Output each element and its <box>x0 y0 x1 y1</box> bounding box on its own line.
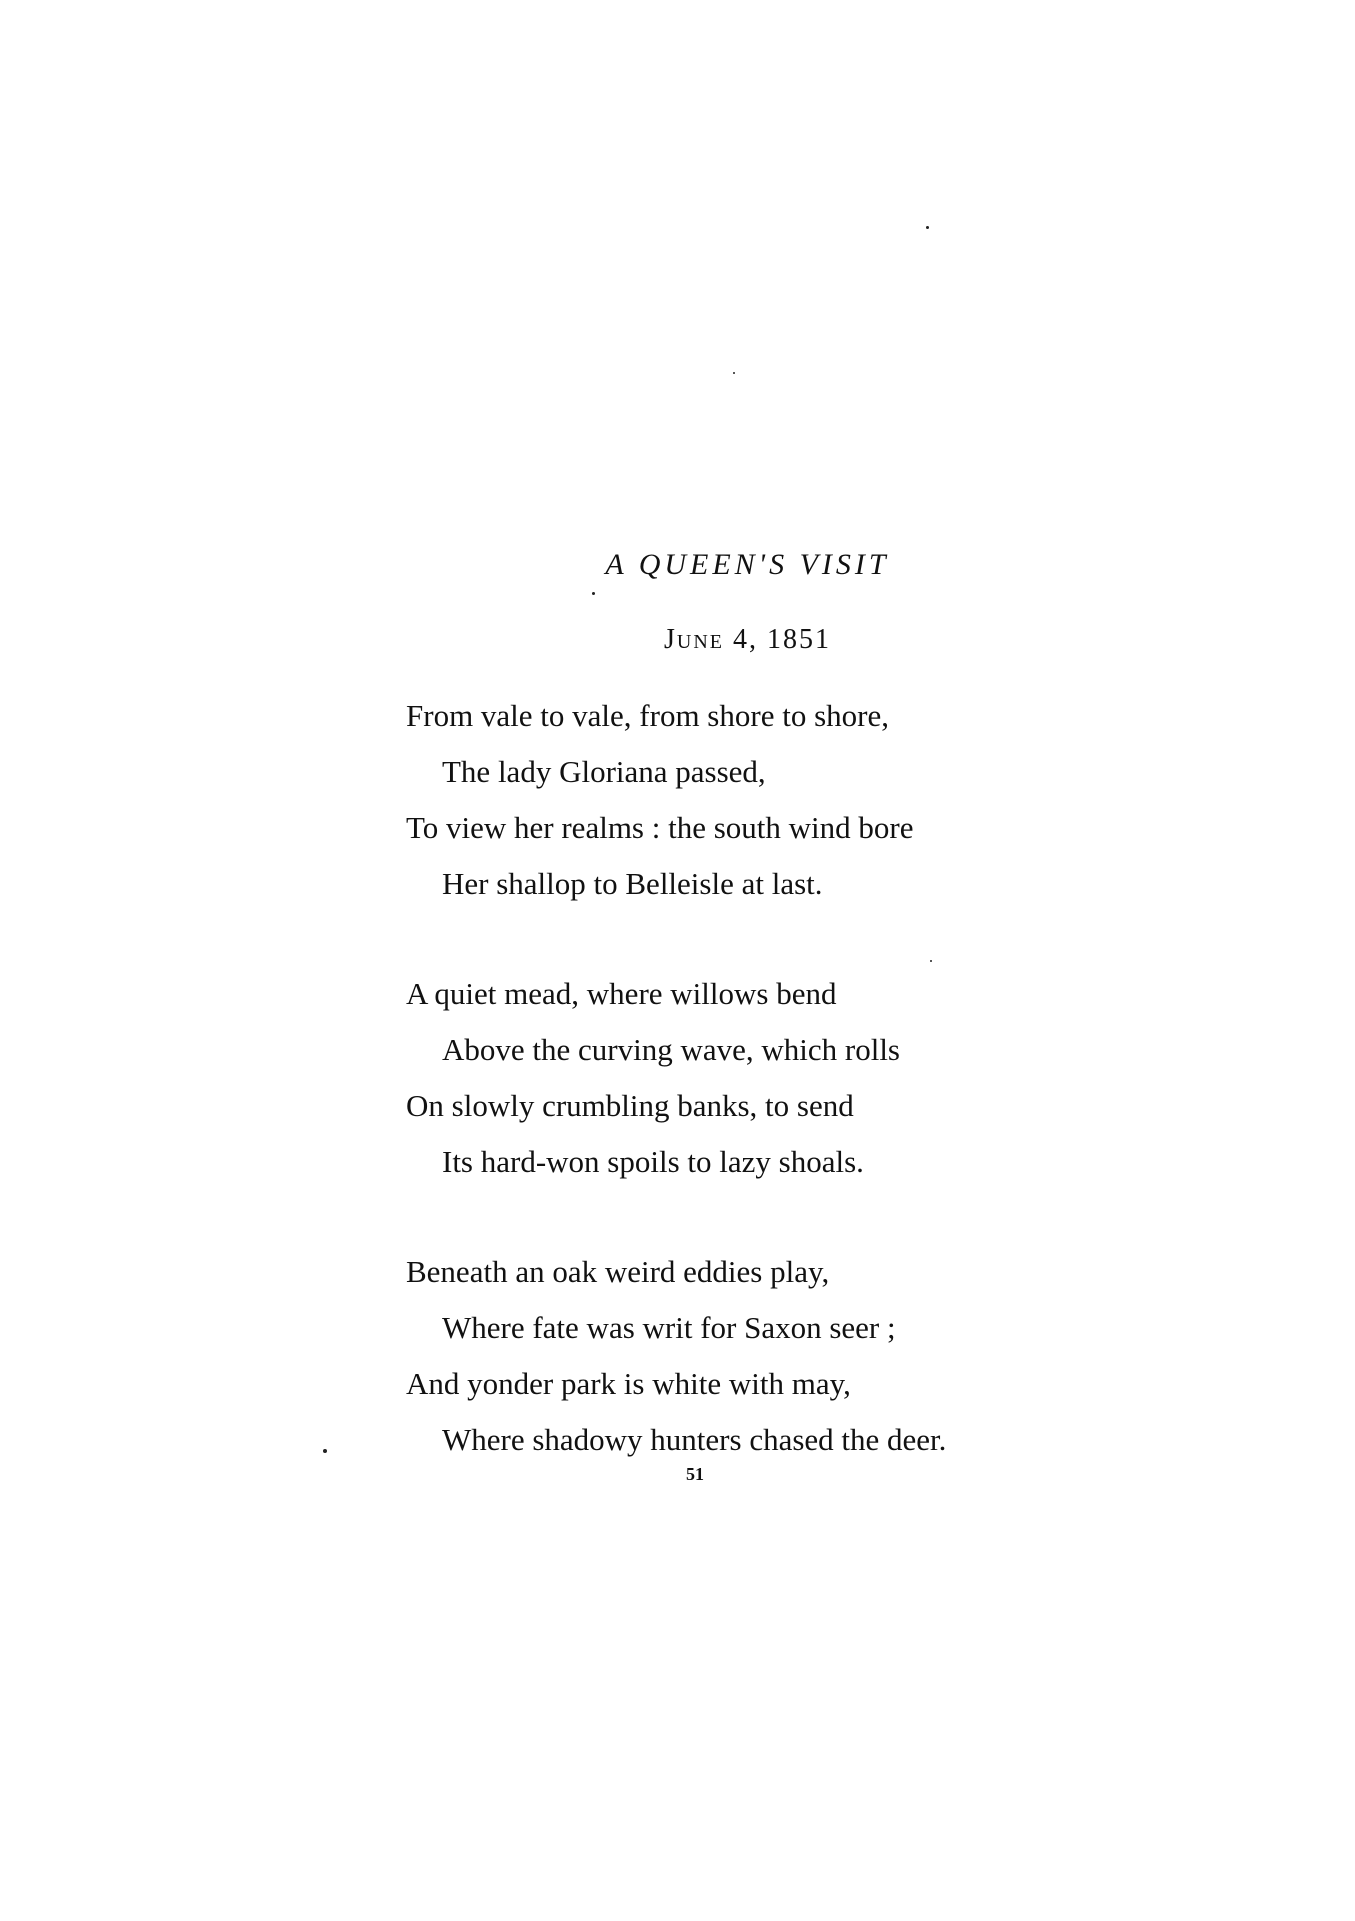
stanza-3 <box>406 1244 1106 1468</box>
ink-speck <box>930 960 932 962</box>
ink-speck <box>926 226 929 229</box>
verse-line: From vale to vale, from shore to shore, <box>406 698 889 733</box>
page-number: 51 <box>686 1464 704 1484</box>
ink-speck <box>592 592 595 595</box>
verse-line: The lady Gloriana passed, <box>442 754 766 789</box>
poem-date: June 4, 1851 <box>664 624 831 655</box>
ink-speck <box>323 1449 327 1453</box>
verse-line: On slowly crumbling banks, to send <box>406 1088 854 1123</box>
verse-line: Above the curving wave, which rolls <box>442 1032 900 1067</box>
stanza-2 <box>406 966 1106 1190</box>
verse-line: Its hard-won spoils to lazy shoals. <box>442 1144 864 1179</box>
verse-line: Where shadowy hunters chased the deer. <box>442 1422 947 1457</box>
ink-speck <box>733 372 735 374</box>
stanza-1 <box>406 688 1106 912</box>
verse-line: Her shallop to Belleisle at last. <box>442 866 823 901</box>
poem-title: A QUEEN'S VISIT <box>605 548 890 581</box>
verse-line: To view her realms : the south wind bore <box>406 810 914 845</box>
verse-line: Where fate was writ for Saxon seer ; <box>442 1310 896 1345</box>
verse-line: A quiet mead, where willows bend <box>406 976 837 1011</box>
verse-line: And yonder park is white with may, <box>406 1366 851 1401</box>
verse-line: Beneath an oak weird eddies play, <box>406 1254 830 1289</box>
